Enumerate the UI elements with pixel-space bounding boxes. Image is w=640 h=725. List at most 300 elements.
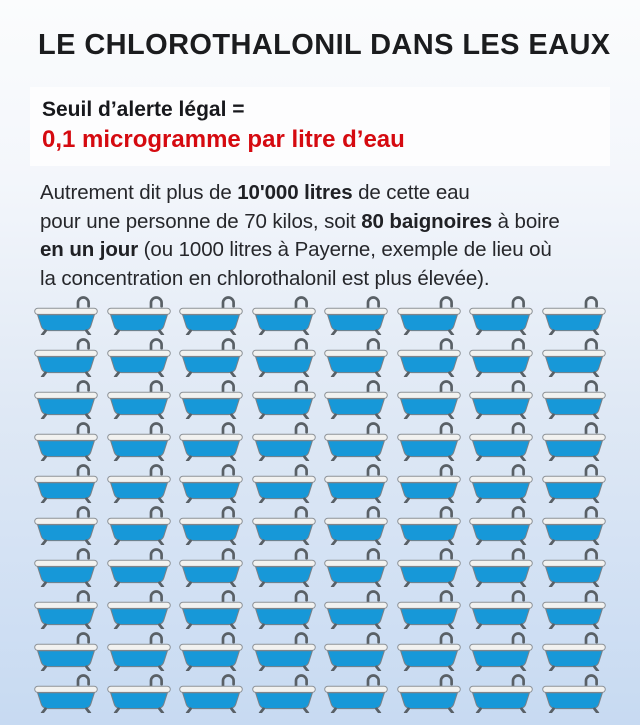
bathtub-rim xyxy=(180,518,243,524)
bathtub-icon xyxy=(469,505,533,545)
bathtub-faucet xyxy=(78,340,89,351)
bathtub-icon xyxy=(252,463,316,503)
bathtub-foot-right xyxy=(594,499,597,503)
bathtub-rim xyxy=(35,350,98,356)
bathtub-foot-right xyxy=(594,667,597,671)
bathtub-faucet xyxy=(151,550,162,561)
bathtub-foot-right xyxy=(159,331,162,335)
bathtub-icon xyxy=(179,589,243,629)
bathtub-foot-left xyxy=(332,583,335,587)
bathtub-body xyxy=(255,315,312,331)
bathtub-foot-left xyxy=(42,457,45,461)
bathtub-icon xyxy=(34,673,98,713)
bathtub-rim xyxy=(107,518,170,524)
page-title: LE CHLOROTHALONIL DANS LES EAUX xyxy=(38,29,611,61)
bathtub-faucet xyxy=(441,676,452,687)
bathtub-icon xyxy=(542,673,606,713)
bathtub-icon xyxy=(34,505,98,545)
bathtub-rim xyxy=(35,308,98,314)
bathtub-foot-left xyxy=(405,331,408,335)
bathtub-icon xyxy=(179,379,243,419)
bathtub-faucet xyxy=(586,592,597,603)
bathtub-rim xyxy=(398,308,461,314)
bathtub-icon xyxy=(324,421,388,461)
bathtub-faucet xyxy=(513,340,524,351)
bathtub-foot-right xyxy=(594,583,597,587)
bathtub-body xyxy=(400,399,457,415)
bathtub-foot-right xyxy=(449,583,452,587)
bathtub-body xyxy=(110,441,167,457)
bathtub-foot-right xyxy=(377,541,380,545)
bathtub-icon xyxy=(469,337,533,377)
paragraph-line: Autrement dit plus de 10'000 litres de cette eau xyxy=(40,181,470,204)
bathtub-faucet xyxy=(78,424,89,435)
bathtub-foot-right xyxy=(87,709,90,713)
bathtub-icon xyxy=(34,589,98,629)
bathtub-rim xyxy=(543,518,606,524)
bathtub-foot-left xyxy=(405,541,408,545)
bathtub-faucet xyxy=(368,298,379,309)
bathtub-foot-right xyxy=(522,541,525,545)
bathtub-foot-right xyxy=(449,667,452,671)
bathtub-faucet xyxy=(78,508,89,519)
bathtub-foot-right xyxy=(304,499,307,503)
bathtub-rim xyxy=(252,308,315,314)
paragraph-line: pour une personne de 70 kilos, soit 80 baignoires à boire xyxy=(40,209,560,233)
bathtub-foot-left xyxy=(115,457,118,461)
bathtub-rim xyxy=(470,644,533,650)
bathtub-body xyxy=(400,693,457,709)
bathtub-foot-left xyxy=(332,709,335,713)
description-paragraph xyxy=(40,179,612,293)
bathtub-rim xyxy=(398,560,461,566)
bathtub-rim xyxy=(470,308,533,314)
bathtub-icon xyxy=(542,631,606,671)
bathtub-foot-left xyxy=(405,625,408,629)
bathtub-body xyxy=(400,315,457,331)
bathtub-faucet xyxy=(513,298,524,309)
bathtub-foot-left xyxy=(332,625,335,629)
bathtub-foot-left xyxy=(42,331,45,335)
bathtub-rim xyxy=(107,350,170,356)
bathtub-faucet xyxy=(513,508,524,519)
bathtub-foot-right xyxy=(159,583,162,587)
bathtub-foot-left xyxy=(260,625,263,629)
bathtub-foot-left xyxy=(115,415,118,419)
bathtub-body xyxy=(38,525,95,541)
bathtub-rim xyxy=(543,476,606,482)
bathtub-icon xyxy=(179,463,243,503)
bathtub-faucet xyxy=(296,340,307,351)
bathtub-foot-right xyxy=(159,541,162,545)
bathtub-body xyxy=(255,483,312,499)
bathtub-icon xyxy=(469,547,533,587)
bathtub-foot-right xyxy=(159,499,162,503)
bathtub-foot-right xyxy=(87,625,90,629)
bathtub-icon xyxy=(397,631,461,671)
bathtub-foot-left xyxy=(115,499,118,503)
bathtub-icon xyxy=(252,295,316,335)
bathtub-foot-left xyxy=(550,415,553,419)
bathtub-body xyxy=(400,567,457,583)
bathtub-body xyxy=(110,693,167,709)
bathtub-body xyxy=(473,651,530,667)
bathtub-foot-left xyxy=(42,541,45,545)
bathtub-icon xyxy=(469,463,533,503)
bathtub-foot-right xyxy=(159,667,162,671)
bathtub-body xyxy=(110,357,167,373)
bathtub-body xyxy=(255,693,312,709)
bathtub-foot-left xyxy=(260,583,263,587)
bathtub-foot-left xyxy=(550,667,553,671)
bathtub-body xyxy=(473,315,530,331)
bathtub-icon xyxy=(34,463,98,503)
bathtub-rim xyxy=(107,392,170,398)
bathtub-icon xyxy=(107,463,171,503)
bathtub-foot-left xyxy=(42,709,45,713)
bathtub-foot-left xyxy=(187,625,190,629)
bathtub-icon xyxy=(469,631,533,671)
bathtub-icon xyxy=(34,547,98,587)
bathtub-faucet xyxy=(586,634,597,645)
bathtub-rim xyxy=(180,476,243,482)
bathtub-body xyxy=(546,357,603,373)
bathtub-rim xyxy=(325,686,388,692)
bathtub-body xyxy=(183,483,240,499)
bathtub-body xyxy=(38,693,95,709)
bathtub-foot-left xyxy=(478,457,481,461)
bathtub-rim xyxy=(470,434,533,440)
bathtub-body xyxy=(328,399,385,415)
bathtub-body xyxy=(328,609,385,625)
bathtub-foot-right xyxy=(449,709,452,713)
bathtub-foot-left xyxy=(260,499,263,503)
bathtub-icon xyxy=(397,379,461,419)
bathtub-rim xyxy=(325,644,388,650)
bathtub-faucet xyxy=(223,298,234,309)
bathtub-icon xyxy=(469,421,533,461)
bathtub-rim xyxy=(325,308,388,314)
bathtub-foot-right xyxy=(377,667,380,671)
bathtub-foot-left xyxy=(260,373,263,377)
bathtub-foot-left xyxy=(550,625,553,629)
bathtub-foot-right xyxy=(377,499,380,503)
bathtub-foot-left xyxy=(332,667,335,671)
bathtub-rim xyxy=(107,308,170,314)
bathtub-foot-left xyxy=(478,667,481,671)
bathtub-foot-right xyxy=(594,457,597,461)
bathtub-foot-right xyxy=(594,709,597,713)
bathtub-icon xyxy=(252,379,316,419)
bathtub-foot-left xyxy=(42,415,45,419)
bathtub-rim xyxy=(35,686,98,692)
bathtub-foot-left xyxy=(42,373,45,377)
bathtub-rim xyxy=(180,686,243,692)
bathtub-rim xyxy=(398,392,461,398)
bathtub-icon xyxy=(542,421,606,461)
bathtub-icon xyxy=(107,295,171,335)
bathtub-body xyxy=(546,525,603,541)
bathtub-faucet xyxy=(151,340,162,351)
bathtub-body xyxy=(38,567,95,583)
bathtub-faucet xyxy=(296,298,307,309)
bathtub-foot-right xyxy=(304,667,307,671)
bathtub-icon xyxy=(252,337,316,377)
bathtub-body xyxy=(38,357,95,373)
bathtub-body xyxy=(400,441,457,457)
bathtub-icon xyxy=(252,421,316,461)
bathtub-faucet xyxy=(441,382,452,393)
bathtub-rim xyxy=(35,602,98,608)
bathtub-rim xyxy=(252,392,315,398)
bathtub-body xyxy=(38,315,95,331)
bathtub-icon xyxy=(324,337,388,377)
bathtub-faucet xyxy=(368,508,379,519)
bathtub-foot-right xyxy=(522,709,525,713)
bathtub-foot-left xyxy=(332,373,335,377)
bathtub-foot-left xyxy=(478,583,481,587)
bathtub-faucet xyxy=(513,550,524,561)
bathtub-faucet xyxy=(368,634,379,645)
bathtub-foot-right xyxy=(377,709,380,713)
bathtub-faucet xyxy=(78,466,89,477)
bathtub-rim xyxy=(325,518,388,524)
bathtub-rim xyxy=(398,686,461,692)
bathtub-faucet xyxy=(78,592,89,603)
bathtub-faucet xyxy=(151,424,162,435)
bathtub-body xyxy=(400,483,457,499)
bathtub-faucet xyxy=(368,550,379,561)
bathtub-body xyxy=(183,567,240,583)
bathtub-foot-right xyxy=(449,499,452,503)
bathtub-foot-right xyxy=(232,373,235,377)
bathtub-icon xyxy=(34,631,98,671)
bathtub-icon xyxy=(107,547,171,587)
bathtub-rim xyxy=(470,518,533,524)
bathtub-grid xyxy=(34,293,606,713)
bathtub-foot-right xyxy=(304,541,307,545)
bathtub-body xyxy=(255,399,312,415)
bathtub-foot-left xyxy=(260,667,263,671)
bathtub-rim xyxy=(470,560,533,566)
bathtub-foot-left xyxy=(550,583,553,587)
bathtub-body xyxy=(473,399,530,415)
bathtub-rim xyxy=(398,476,461,482)
bathtub-rim xyxy=(470,392,533,398)
bathtub-icon xyxy=(542,463,606,503)
bathtub-body xyxy=(183,441,240,457)
bathtub-icon xyxy=(179,631,243,671)
bathtub-foot-right xyxy=(449,541,452,545)
bathtub-foot-left xyxy=(332,457,335,461)
bathtub-body xyxy=(328,651,385,667)
bathtub-faucet xyxy=(223,382,234,393)
bathtub-foot-left xyxy=(405,583,408,587)
bathtub-rim xyxy=(180,308,243,314)
bathtub-rim xyxy=(35,518,98,524)
bathtub-foot-left xyxy=(42,667,45,671)
bathtub-foot-right xyxy=(522,415,525,419)
bathtub-faucet xyxy=(368,424,379,435)
bathtub-body xyxy=(328,357,385,373)
bathtub-body xyxy=(183,693,240,709)
bathtub-icon xyxy=(107,631,171,671)
bathtub-foot-right xyxy=(377,373,380,377)
bathtub-faucet xyxy=(368,592,379,603)
bathtub-rim xyxy=(470,350,533,356)
bathtub-faucet xyxy=(151,382,162,393)
bathtub-foot-right xyxy=(594,373,597,377)
bathtub-body xyxy=(473,693,530,709)
bathtub-foot-left xyxy=(115,709,118,713)
bathtub-faucet xyxy=(368,382,379,393)
bathtub-icon xyxy=(252,589,316,629)
bathtub-foot-left xyxy=(332,331,335,335)
bathtub-body xyxy=(328,525,385,541)
bathtub-faucet xyxy=(223,634,234,645)
bathtub-foot-right xyxy=(232,499,235,503)
paragraph-line: la concentration en chlorothalonil est plus élevée). xyxy=(40,266,490,290)
bathtub-body xyxy=(546,567,603,583)
bathtub-faucet xyxy=(368,340,379,351)
bathtub-foot-left xyxy=(550,541,553,545)
bathtub-icon xyxy=(252,547,316,587)
bathtub-faucet xyxy=(296,424,307,435)
bathtub-foot-right xyxy=(449,625,452,629)
bathtub-foot-right xyxy=(304,583,307,587)
bathtub-icon xyxy=(252,631,316,671)
bathtub-body xyxy=(255,567,312,583)
bathtub-rim xyxy=(398,644,461,650)
bathtub-foot-left xyxy=(550,709,553,713)
bathtub-rim xyxy=(543,686,606,692)
bathtub-foot-left xyxy=(478,625,481,629)
bathtub-foot-left xyxy=(478,709,481,713)
bathtub-rim xyxy=(470,686,533,692)
bathtub-body xyxy=(546,651,603,667)
bathtub-rim xyxy=(543,434,606,440)
bathtub-foot-left xyxy=(550,457,553,461)
bathtub-foot-right xyxy=(87,331,90,335)
bathtub-body xyxy=(255,651,312,667)
bathtub-foot-left xyxy=(332,541,335,545)
bathtub-foot-right xyxy=(159,415,162,419)
bathtub-foot-left xyxy=(405,709,408,713)
bathtub-body xyxy=(110,399,167,415)
bathtub-foot-right xyxy=(377,457,380,461)
bathtub-faucet xyxy=(78,382,89,393)
bathtub-foot-right xyxy=(594,541,597,545)
bathtub-foot-left xyxy=(115,583,118,587)
bathtub-body xyxy=(38,483,95,499)
bathtub-icon xyxy=(542,379,606,419)
bathtub-icon xyxy=(107,505,171,545)
bathtub-body xyxy=(183,399,240,415)
bathtub-faucet xyxy=(151,466,162,477)
bathtub-rim xyxy=(252,434,315,440)
bathtub-foot-left xyxy=(260,331,263,335)
bathtub-icon xyxy=(397,295,461,335)
bathtub-faucet xyxy=(586,340,597,351)
bathtub-foot-right xyxy=(87,373,90,377)
bathtub-foot-right xyxy=(232,331,235,335)
bathtub-faucet xyxy=(586,508,597,519)
bathtub-faucet xyxy=(223,340,234,351)
bathtub-icon xyxy=(107,589,171,629)
legal-threshold-box xyxy=(30,87,610,166)
bathtub-rim xyxy=(107,686,170,692)
bathtub-rim xyxy=(35,560,98,566)
bathtub-foot-right xyxy=(159,457,162,461)
bathtub-icon xyxy=(542,589,606,629)
bathtub-faucet xyxy=(586,298,597,309)
bathtub-body xyxy=(473,357,530,373)
bathtub-icon xyxy=(469,673,533,713)
bathtub-icon xyxy=(179,337,243,377)
bathtub-foot-right xyxy=(159,709,162,713)
bathtub-body xyxy=(110,651,167,667)
bathtub-rim xyxy=(180,434,243,440)
bathtub-body xyxy=(328,567,385,583)
bathtub-icon xyxy=(252,505,316,545)
bathtub-icon xyxy=(397,673,461,713)
bathtub-icon xyxy=(34,295,98,335)
bathtub-rim xyxy=(252,518,315,524)
threshold-label: Seuil d’alerte légal = xyxy=(42,98,245,121)
bathtub-faucet xyxy=(441,298,452,309)
bathtub-faucet xyxy=(78,634,89,645)
bathtub-faucet xyxy=(513,466,524,477)
bathtub-body xyxy=(110,609,167,625)
bathtub-foot-left xyxy=(115,667,118,671)
bathtub-faucet xyxy=(78,676,89,687)
bathtub-rim xyxy=(35,644,98,650)
bathtub-faucet xyxy=(296,592,307,603)
bathtub-foot-right xyxy=(594,331,597,335)
bathtub-foot-left xyxy=(478,541,481,545)
bathtub-body xyxy=(255,609,312,625)
bathtub-faucet xyxy=(296,634,307,645)
bathtub-foot-right xyxy=(522,331,525,335)
bathtub-foot-right xyxy=(449,373,452,377)
bathtub-body xyxy=(328,315,385,331)
bathtub-icon xyxy=(324,295,388,335)
bathtub-foot-right xyxy=(159,373,162,377)
bathtub-rim xyxy=(543,350,606,356)
bathtub-foot-left xyxy=(260,457,263,461)
bathtub-rim xyxy=(398,602,461,608)
bathtub-faucet xyxy=(296,550,307,561)
bathtub-body xyxy=(546,399,603,415)
bathtub-foot-right xyxy=(377,331,380,335)
bathtub-faucet xyxy=(441,634,452,645)
bathtub-icon xyxy=(34,379,98,419)
bathtub-foot-left xyxy=(405,415,408,419)
bathtub-rim xyxy=(398,434,461,440)
bathtub-rim xyxy=(325,392,388,398)
bathtub-rim xyxy=(107,476,170,482)
bathtub-body xyxy=(546,693,603,709)
bathtub-rim xyxy=(325,350,388,356)
bathtub-icon xyxy=(469,295,533,335)
bathtub-body xyxy=(473,525,530,541)
bathtub-faucet xyxy=(151,592,162,603)
bathtub-icon xyxy=(397,463,461,503)
bathtub-foot-right xyxy=(522,457,525,461)
bathtub-foot-right xyxy=(232,415,235,419)
bathtub-icon xyxy=(179,295,243,335)
bathtub-icon xyxy=(107,673,171,713)
